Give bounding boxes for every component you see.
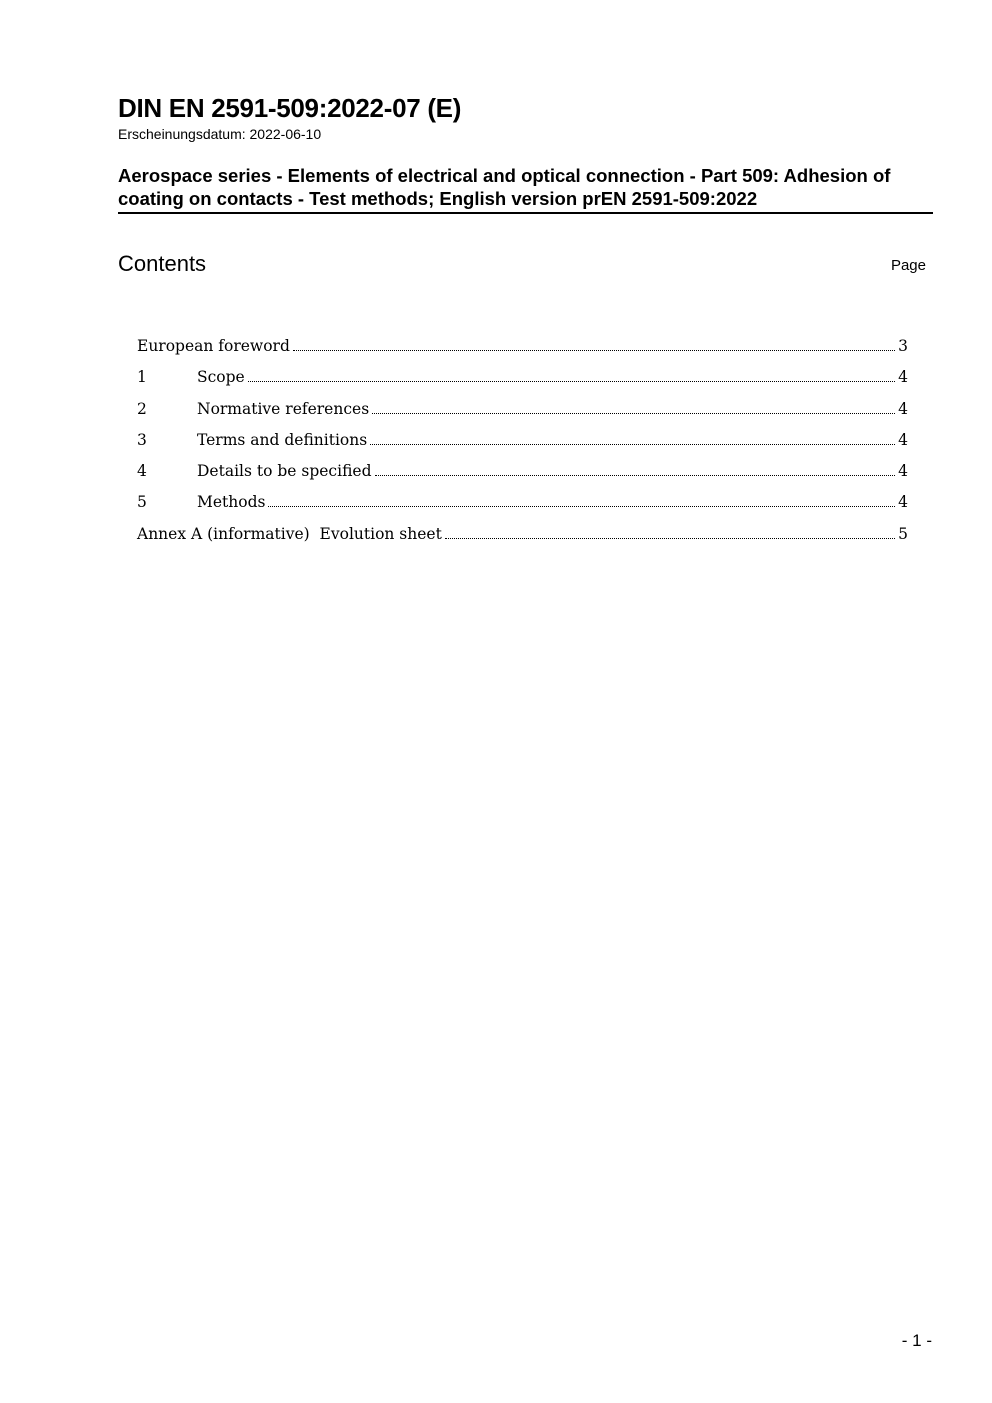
toc-entry-foreword[interactable] [137,337,908,368]
toc-entry-page: 3 [898,337,908,355]
toc-entry-number: 3 [137,430,147,449]
toc-entry-page: 4 [898,493,908,512]
toc-leader-dots [248,381,895,382]
toc-entry-label: European foreword [137,337,290,355]
toc-entry-page: 4 [898,368,908,387]
toc-leader-dots [370,444,895,445]
toc-entry-methods[interactable] [137,493,908,524]
toc-entry-page: 4 [898,462,908,481]
toc-entry-normative-references[interactable] [137,400,908,431]
toc-leader-dots [375,475,896,476]
toc-entry-label: Normative references [197,399,370,418]
toc-entry-label: Scope [197,368,245,387]
document-title: Aerospace series - Elements of electrical and optical connection - Part 509: Adhesion of coating on contacts - Test methods; English version prEN 2591-509:2022 [118,164,933,214]
toc-entry-details-to-be-specified[interactable] [137,462,908,493]
page-number: - 1 - [901,1331,932,1350]
toc-entry-label: Details to be specified [197,462,372,481]
contents-heading: Contents [118,251,207,276]
toc-leader-dots [372,413,895,414]
toc-leader-dots [445,538,895,539]
toc-entry-number: 5 [137,493,147,512]
toc-entry-annex-a[interactable] [137,525,908,556]
toc-entry-page: 5 [898,524,908,543]
toc-entry-scope[interactable] [137,368,908,399]
document-id: DIN EN 2591-509:2022-07 (E) [118,93,462,123]
toc-leader-dots [268,506,895,507]
page-column-label: Page [890,257,926,274]
toc-entry-label: Methods [197,493,266,512]
table-of-contents [137,337,908,556]
toc-leader-dots [293,350,895,351]
publication-date: Erscheinungsdatum: 2022-06-10 [118,126,322,142]
toc-entry-number: 2 [137,399,147,418]
toc-entry-page: 4 [898,430,908,449]
toc-entry-label: Terms and definitions [197,430,368,449]
toc-entry-label: Annex A (informative) Evolution sheet [137,524,442,543]
toc-entry-number: 4 [137,462,147,481]
toc-entry-page: 4 [898,399,908,418]
toc-entry-terms-and-definitions[interactable] [137,431,908,462]
toc-entry-number: 1 [137,368,147,387]
